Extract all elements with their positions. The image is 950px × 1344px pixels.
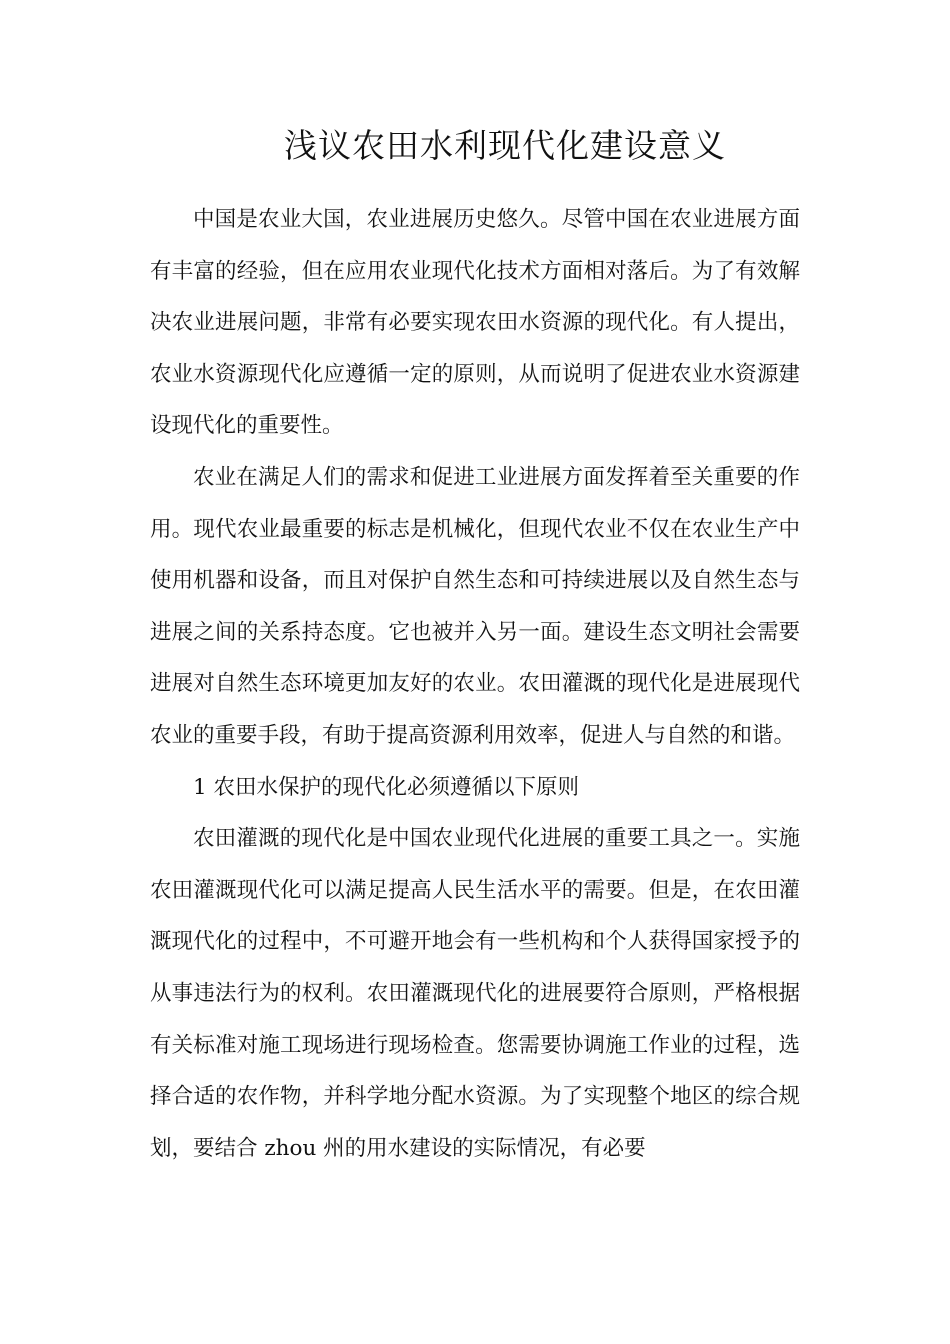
section-heading: 1 农田水保护的现代化必须遵循以下原则 — [193, 774, 580, 800]
document-title: 浅议农田水利现代化建设意义 — [284, 126, 726, 165]
paragraph-2: 农业在满足人们的需求和促进工业进展方面发挥着至关重要的作用。现代农业最重要的标志是机械化，但现代农业不仅在农业生产中使用机器和设备，而且对保护自然生态和可持续进展以及自然生态与进展之间的关系持态度。它也被并入另一面。建设生态文明社会需要进展对自然生态环境更加友好的农业。农田灌溉的现代化是进展现代农业的重要手段，有助于提高资源利用效率，促进人与自然的和谐。 — [150, 464, 800, 748]
section-paragraph: 农田灌溉的现代化是中国农业现代化进展的重要工具之一。实施农田灌溉现代化可以满足提高人民生活水平的需要。但是，在农田灌溉现代化的过程中，不可避开地会有一些机构和个人获得国家授予的从事违法行为的权利。农田灌溉现代化的进展要符合原则，严格根据有关标准对施工现场进行现场检查。您需要协调施工作业的过程，选择合适的农作物，并科学地分配水资源。为了实现整个地区的综合规划，要结合 zhou 州的用水建设的实际情况，有必要 — [150, 826, 800, 1161]
document-page — [150, 118, 800, 1174]
paragraph-1: 中国是农业大国，农业进展历史悠久。尽管中国在农业进展方面有丰富的经验，但在应用农业现代化技术方面相对落后。为了有效解决农业进展问题，非常有必要实现农田水资源的现代化。有人提出，农业水资源现代化应遵循一定的原则，从而说明了促进农业水资源建设现代化的重要性。 — [150, 207, 800, 439]
